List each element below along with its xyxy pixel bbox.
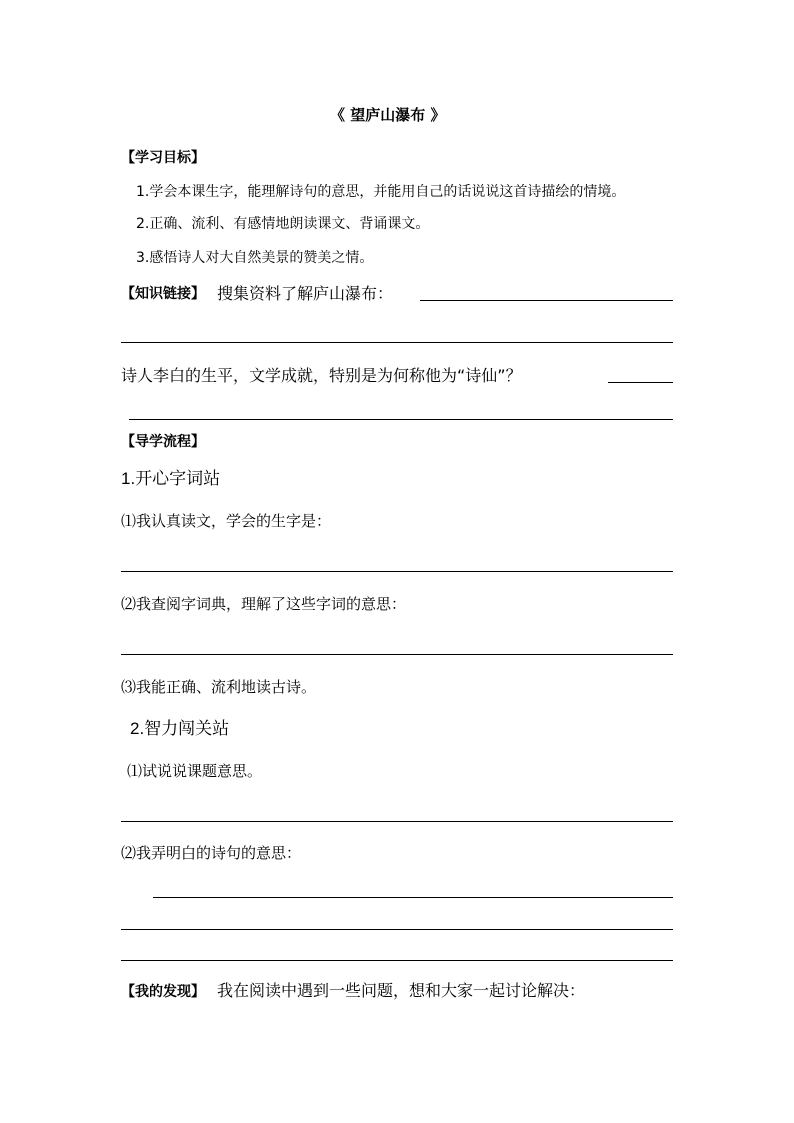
- section2-label: 智力闯关站: [144, 719, 230, 739]
- answer-line[interactable]: [129, 419, 673, 420]
- objective-item-1: 1.学会本课生字，能理解诗句的意思，并能用自己的话说说这首诗描绘的情境。: [136, 184, 626, 200]
- objective-item-3: 3.感悟诗人对大自然美景的赞美之情。: [136, 250, 374, 266]
- section1-item-3: ⑶我能正确、流利地读古诗。: [121, 678, 317, 696]
- section1-label: 开心字词站: [135, 469, 221, 489]
- page-title: 《 望庐山瀑布 》: [330, 106, 446, 124]
- section1-item-1: ⑴我认真读文，学会的生字是：: [121, 512, 332, 530]
- knowledge-question: 诗人李白的生平，文学成就，特别是为何称他为“诗仙”？: [121, 366, 522, 385]
- answer-line[interactable]: [121, 571, 673, 572]
- answer-line[interactable]: [121, 929, 673, 930]
- answer-line[interactable]: [121, 821, 673, 822]
- discovery-text: 我在阅读中遇到一些问题，想和大家一起讨论解决：: [217, 981, 586, 1000]
- answer-line[interactable]: [121, 342, 673, 343]
- section1-title: [121, 470, 220, 488]
- section2-number: 2.: [130, 719, 145, 738]
- discovery-heading: 【我的发现】: [121, 984, 205, 1000]
- objective-item-2: 2.正确、流利、有感情地朗读课文、背诵课文。: [136, 216, 430, 232]
- answer-line[interactable]: [121, 960, 673, 961]
- objectives-heading: 【学习目标】: [121, 150, 205, 166]
- knowledge-heading: 【知识链接】: [121, 286, 205, 302]
- section1-number: 1.: [121, 469, 136, 488]
- answer-line[interactable]: [153, 897, 673, 898]
- answer-line[interactable]: [420, 300, 673, 301]
- knowledge-prompt: 搜集资料了解庐山瀑布：: [217, 284, 394, 303]
- section2-title: [130, 720, 229, 738]
- answer-line[interactable]: [608, 382, 673, 383]
- section1-item-2: ⑵我查阅字词典，理解了这些字词的意思：: [121, 595, 407, 613]
- section2-item-1: ⑴试说说课题意思。: [127, 762, 263, 780]
- guide-heading: 【导学流程】: [121, 434, 205, 450]
- answer-line[interactable]: [121, 654, 673, 655]
- section2-item-2: ⑵我弄明白的诗句的意思：: [121, 844, 302, 862]
